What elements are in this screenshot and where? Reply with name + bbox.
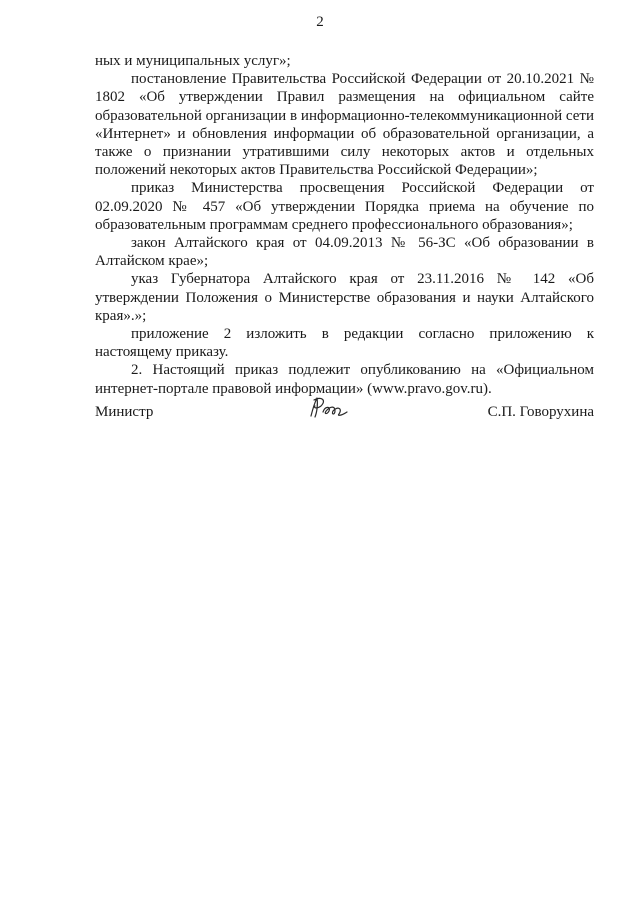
paragraph-ministry-order: приказ Министерства просвещения Российской Федерации от 02.09.2020 № 457 «Об утверждении Порядка приема на обучение по образовательным программам среднего профессионального образования»; [95, 180, 594, 233]
paragraph-regional-law: закон Алтайского края от 04.09.2013 № 56-ЗС «Об образовании в Алтайском крае»; [95, 235, 594, 270]
page-number: 2 [316, 14, 324, 30]
handwritten-signature-icon [305, 394, 353, 422]
signer-title: Министр [95, 404, 154, 420]
signer-name: С.П. Говорухина [487, 404, 594, 420]
paragraph-continuation: ных и муниципальных услуг»; [95, 53, 291, 69]
document-body [95, 52, 594, 398]
paragraph-appendix: приложение 2 изложить в редакции согласно приложению к настоящему приказу. [95, 326, 594, 361]
signature-block [95, 396, 594, 436]
paragraph-government-decree: постановление Правительства Российской Федерации от 20.10.2021 № 1802 «Об утверждении Правил размещения на официальном сайте образовательной организации в информационно-телекоммуникационной сети «Интернет» и обновления информации об образовательной организации, а также о признании утратившими силу некоторых актов и отдельных положений некоторых актов Правительства Российской Федерации»; [95, 71, 594, 179]
paragraph-governor-decree: указ Губернатора Алтайского края от 23.11.2016 № 142 «Об утверждении Положения о Министерстве образования и науки Алтайского края».»; [95, 271, 594, 324]
paragraph-publication: 2. Настоящий приказ подлежит опубликованию на «Официальном интернет-портале правовой информации» (www.pravo.gov.ru). [95, 362, 594, 397]
